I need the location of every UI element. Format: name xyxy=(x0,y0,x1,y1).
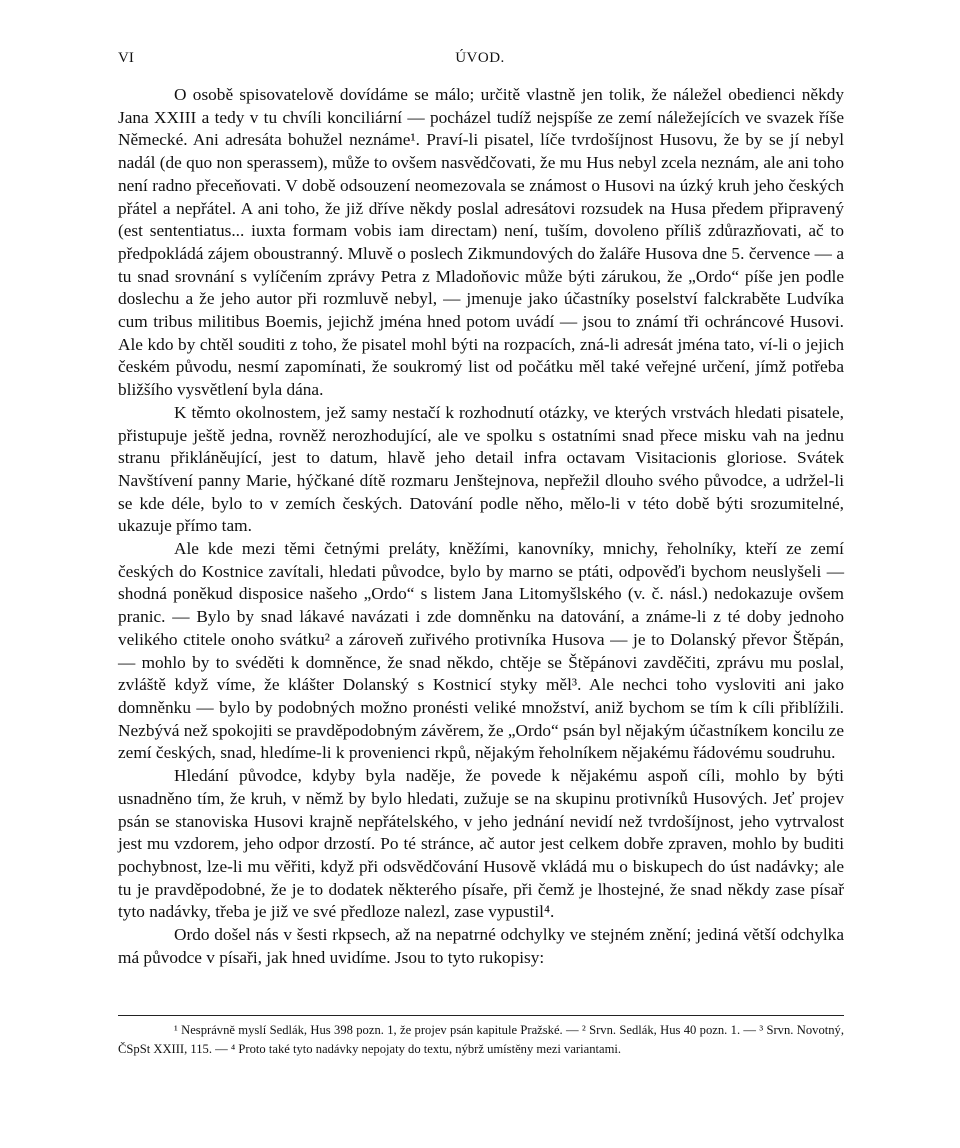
running-title: ÚVOD. xyxy=(455,50,505,66)
footnotes xyxy=(118,1021,844,1059)
paragraph: K těmto okolnostem, jež samy nestačí k rozhodnutí otázky, ve kterých vrstvách hledati pisatele, přistupuje ještě jedna, rovněž nerozhodující, ale ve spolku s ostatními snad přece misku vah na jednu stranu přikláněující, jest to datum, hlavě jeho detail infra octavam Visitacionis gloriose. Svátek Navštívení panny Marie, hýčkané dítě rozmaru Jenštejnova, nepřežil dlouho svého původce, a udržel-li se kde déle, bylo to v zemích českých. Datování podle něho, mělo-li v této době býti srozumitelné, ukazuje přímo tam. xyxy=(118,402,844,536)
body-text xyxy=(118,84,844,969)
page-number: VI xyxy=(118,50,134,66)
paragraph: Hledání původce, kdyby byla naděje, že povede k nějakému aspoň cíli, mohlo by býti usnadněno tím, že kruh, v němž by bylo hledati, zužuje se na skupinu protivníků Husových. Jeť projev psán se stanoviska Husovi krajně nepřátelského, v jeho jednání nevidí než tvrdošíjnost, jeho vytrvalost jest mu vzdorem, jeho odpor drzostí. Po té stránce, ač autor jest celkem dobře zpraven, mohlo by buditi pochybnost, lze-li mu věřiti, když při odsvědčování Husově vkládá mu o biskupech do úst nadávky; ale tu je pravděpodobné, že je to dodatek některého písaře, při čemž je lhostejné, že snad někdy zase písař tyto nadávky, třeba je již ve své předloze nalezl, zase vypustil⁴. xyxy=(118,766,844,922)
paragraph: O osobě spisovatelově dovídáme se málo; určitě vlastně jen tolik, že náležel obedienci někdy Jana XXIII a tedy v tu chvíli konciliární — pocházel tudíž nejspíše ze zemí náležejících ve svazek říše Německé. Ani adresáta bohužel neznáme¹. Praví-li pisatel, líče tvrdošíjnost Husovu, že by se jí nebyl nadál (de quo non sperassem), může to ovšem nasvědčovati, že mu Hus nebyl zcela neznám, ale ani toho není radno přeceňovati. V době odsouzení neomezovala se známost o Husovi na úzký kruh jeho českých přátel a nepřátel. A ani toho, že již dříve někdy poslal adresátovi rozsudek na Husa předem připravený (est sententiatus... iuxta formam vobis iam directam) není, tuším, dovoleno příliš zdůrazňovati, ač to předpokládá zájem oboustranný. Mluvě o poslech Zikmundových do žaláře Husova dne 5. července — a tu snad srovnání s vylíčením zprávy Petra z Mladoňovic může býti zárukou, že „Ordo“ píše jen podle doslechu a že jeho autor při rozmluvě nebyl, — jmenuje jako účastníky poselství falckraběte Ludvíka cum tribus militibus Boemis, jejichž jména hned potom uvádí — jsou to známí tři ochráncové Husovi. Ale kdo by chtěl souditi z toho, že pisatel mohl býti na rozpacích, zná-li adresát jména tato, ví-li o jejich českém původu, nesmí zapomínati, že soukromý list od počátku měl také veřejné určení, jímž potřeba bližšího vysvětlení byla dána. xyxy=(118,85,844,400)
paragraph: Ordo došel nás v šesti rkpsech, až na nepatrné odchylky ve stejném znění; jediná větší odchylka má původce v písaři, jak hned uvidíme. Jsou to tyto rukopisy: xyxy=(118,925,844,967)
footnote-text: ¹ Nesprávně myslí Sedlák, Hus 398 pozn. 1, že projev psán kapitule Pražské. — ² Srvn. Sedlák, Hus 40 pozn. 1. — ³ Srvn. Novotný, ČSpSt XXIII, 115. — ⁴ Proto také tyto nadávky nepojaty do textu, nýbrž umístěny mezi variantami. xyxy=(118,1023,844,1056)
paragraph: Ale kde mezi těmi četnými preláty, kněžími, kanovníky, mnichy, řeholníky, kteří ze zemí českých do Kostnice zavítali, hledati původce, bylo by marno se ptáti, odpověďi bychom neuslyšeli — shodná poněkud disposice našeho „Ordo“ s listem Jana Litomyšlského (v. č. násl.) nedokazuje ovšem pranic. — Bylo by snad lákavé navázati i zde domněnku na datování, a známe-li z té doby jednoho velikého ctitele onoho svátku² a zároveň zuřivého protivníka Husova — je to Dolanský převor Štěpán, — mohlo by to svéděti k domněnce, že snad někdo, chtěje se Štěpánovi zavděčiti, zprávu mu poslal, zvláště když víme, že klášter Dolanský s Kostnicí styky měl³. Ale nechci toho vysloviti ani jako domněnku — bylo by podobných možno pronésti veliké množství, aniž bychom se tím k cíli přiblížili. Nezbývá než spokojiti se pravděpodobným závěrem, že „Ordo“ psán byl nějakým účastníkem koncilu ze zemí českých, snad, hledíme-li k provenienci rkpů, nějakým řeholníkem nějakému řádovému soudruhu. xyxy=(118,539,844,763)
footnote-rule xyxy=(118,1015,844,1016)
running-head xyxy=(118,50,842,72)
